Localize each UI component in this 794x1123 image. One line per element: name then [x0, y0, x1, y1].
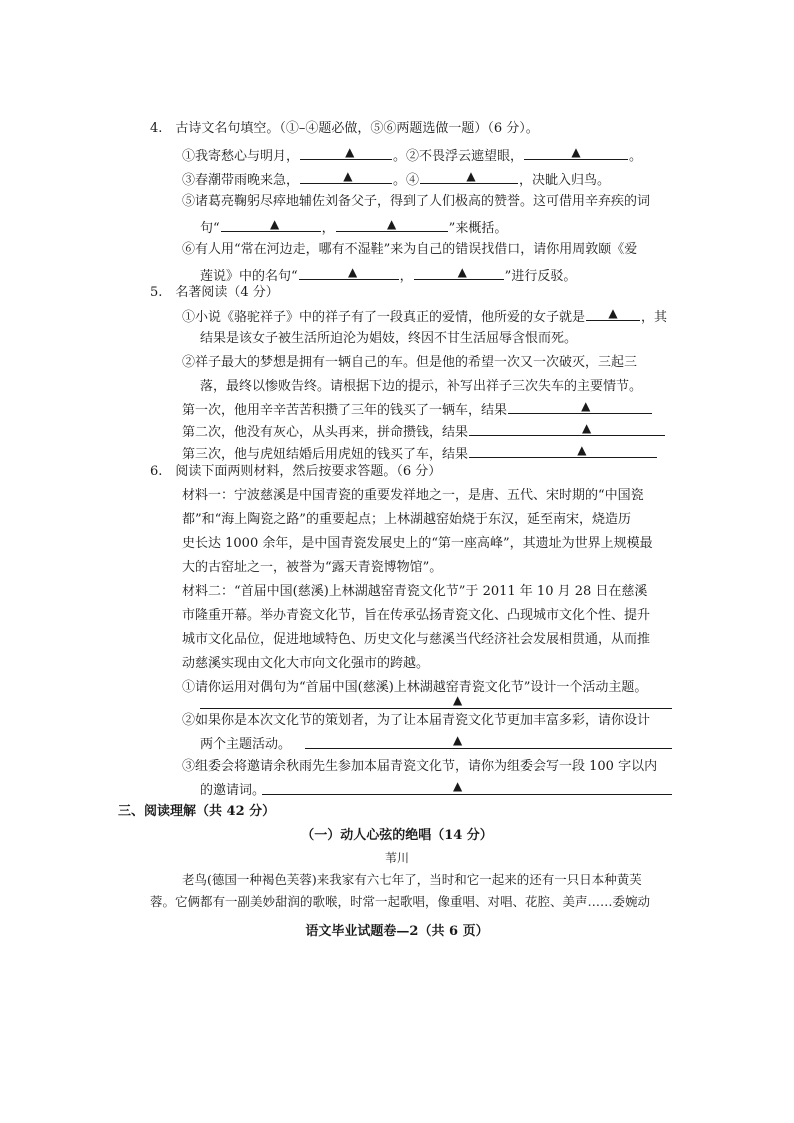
q4-line-2: ③春潮带雨晚来急， ▲ 。④ ▲ ，决眦入归鸟。	[182, 169, 611, 188]
q4-line-1: ①我寄愁心与明月， ▲ 。②不畏浮云遮望眼， ▲ 。	[182, 145, 643, 164]
triangle-marker-icon: ▲	[571, 145, 581, 159]
passage-line-2: 蓉。它俩都有一副美妙甜润的歌喉，时常一起歌唱，像重唱、对唱、花腔、美声……委婉动	[150, 894, 651, 909]
q5-line-3: ②祥子最大的梦想是拥有一辆自己的车。但是他的希望一次又一次破灭，三起三	[182, 355, 638, 370]
page-footer: 语文毕业试题卷—2（共 6 页）	[305, 924, 489, 939]
triangle-marker-icon: ▲	[453, 733, 463, 747]
q6-subquestion-2-line-2: 两个主题活动。	[200, 737, 292, 752]
q5-line-4: 落，最终以惨败告终。请根据下边的提示，补写出祥子三次失车的主要情节。	[200, 379, 643, 394]
answer-blank[interactable]	[299, 265, 399, 280]
answer-blank[interactable]	[336, 217, 448, 232]
triangle-marker-icon: ▲	[348, 265, 358, 279]
answer-blank[interactable]	[414, 265, 504, 280]
q5-line-6: 第二次，他没有灰心，从头再来，拼命攒钱，结果 ▲	[182, 421, 666, 439]
answer-blank[interactable]	[300, 169, 392, 184]
q6-material-2-line-3: 城市文化品位，促进地域特色、历史文化与慈溪当代经济社会发展相贯通，从而推	[182, 632, 651, 647]
answer-blank[interactable]	[524, 145, 628, 160]
answer-line[interactable]	[262, 794, 672, 795]
answer-blank[interactable]	[221, 217, 321, 232]
q5-line-5: 第一次，他用辛辛苦苦积攒了三年的钱买了一辆车，结果 ▲	[182, 399, 653, 417]
triangle-marker-icon: ▲	[343, 169, 353, 183]
q6-subquestion-1: ①请你运用对偶句为“首届中国(慈溪)上林湖越窑青瓷文化节”设计一个活动主题。	[182, 680, 648, 695]
q6-material-2-line-2: 市隆重开幕。举办青瓷文化节，旨在传承弘扬青瓷文化、凸现城市文化个性、提升	[182, 608, 651, 623]
triangle-marker-icon: ▲	[345, 145, 355, 159]
q6-heading: 6. 阅读下面两则材料，然后按要求答题。（6 分）	[150, 464, 442, 479]
triangle-marker-icon: ▲	[457, 265, 467, 279]
triangle-marker-icon: ▲	[466, 169, 476, 183]
answer-line[interactable]	[200, 708, 672, 709]
q6-material-2-line-1: 材料二：“首届中国(慈溪)上林湖越窑青瓷文化节”于 2011 年 10 月 28 日在慈溪	[182, 584, 648, 599]
section-heading: 三、阅读理解（共 42 分）	[118, 804, 276, 819]
q6-material-1-line-2: 都”和“海上陶瓷之路”的重要起点；上林湖越窑始烧于东汉，延至南宋，烧造历	[182, 512, 631, 527]
q6-subquestion-3-line-2: 的邀请词。	[200, 783, 266, 798]
answer-blank[interactable]	[469, 443, 657, 458]
q4-line-5: ⑥有人用“常在河边走，哪有不湿鞋”来为自己的错误找借口，请你用周敦颐《爱	[182, 242, 638, 257]
answer-line[interactable]	[305, 748, 672, 749]
passage-author: 苇川	[384, 851, 409, 865]
q6-material-1-line-1: 材料一：宁波慈溪是中国青瓷的重要发祥地之一，是唐、五代、宋时期的“中国瓷	[182, 488, 644, 503]
q5-line-1: ①小说《骆驼祥子》中的祥子有了一段真正的爱情，他所爱的女子就是 ▲ ，其	[182, 306, 668, 325]
triangle-marker-icon: ▲	[387, 217, 397, 231]
q6-material-1-line-4: 大的古窑址之一，被誉为“露天青瓷博物馆”。	[182, 560, 443, 575]
triangle-marker-icon: ▲	[453, 693, 463, 707]
triangle-marker-icon: ▲	[608, 306, 618, 320]
q4-heading: 4. 古诗文名句填空。（①–④题必做，⑤⑥两题选做一题）（6 分）。	[150, 121, 539, 136]
q6-subquestion-3-line-1: ③组委会将邀请余秋雨先生参加本届青瓷文化节，请你为组委会写一段 100 字以内	[182, 759, 658, 774]
triangle-marker-icon: ▲	[577, 443, 587, 457]
triangle-marker-icon: ▲	[581, 399, 591, 413]
answer-blank[interactable]	[469, 421, 665, 436]
answer-blank[interactable]	[508, 399, 652, 414]
q4-line-6: 莲说》中的名句“ ▲ ， ▲ ”进行反驳。	[200, 265, 577, 284]
triangle-marker-icon: ▲	[270, 217, 280, 231]
triangle-marker-icon: ▲	[453, 779, 463, 793]
q6-subquestion-2-line-1: ②如果你是本次文化节的策划者，为了让本届青瓷文化节更加丰富多彩，请你设计	[182, 713, 651, 728]
q6-material-2-line-4: 动慈溪实现由文化大市向文化强市的跨越。	[182, 656, 430, 671]
q5-line-7: 第三次，他与虎妞结婚后用虎妞的钱买了车，结果 ▲	[182, 443, 658, 461]
answer-blank[interactable]	[586, 306, 640, 321]
answer-blank[interactable]	[300, 145, 392, 160]
answer-blank[interactable]	[420, 169, 518, 184]
passage-line-1: 老鸟(德国一种褐色芙蓉)来我家有六七年了，当时和它一起来的还有一只日本种黄芙	[182, 872, 642, 887]
q5-line-2: 结果是该女子被生活所迫沦为娼妓，终因不甘生活屈辱含恨而死。	[200, 331, 578, 346]
passage-title: （一）动人心弦的绝唱（14 分）	[301, 828, 493, 843]
q6-material-1-line-3: 史长达 1000 余年，是中国青瓷发展史上的“第一座高峰”，其遗址为世界上规模最	[182, 536, 653, 551]
q4-line-4: 句“ ▲ ， ▲ ”来概括。	[200, 217, 508, 236]
q4-line-3: ⑤诸葛亮鞠躬尽瘁地辅佐刘备父子，得到了人们极高的赞誉。这可借用辛弃疾的词	[182, 194, 651, 209]
q5-heading: 5. 名著阅读（4 分）	[150, 285, 279, 300]
triangle-marker-icon: ▲	[581, 421, 592, 435]
